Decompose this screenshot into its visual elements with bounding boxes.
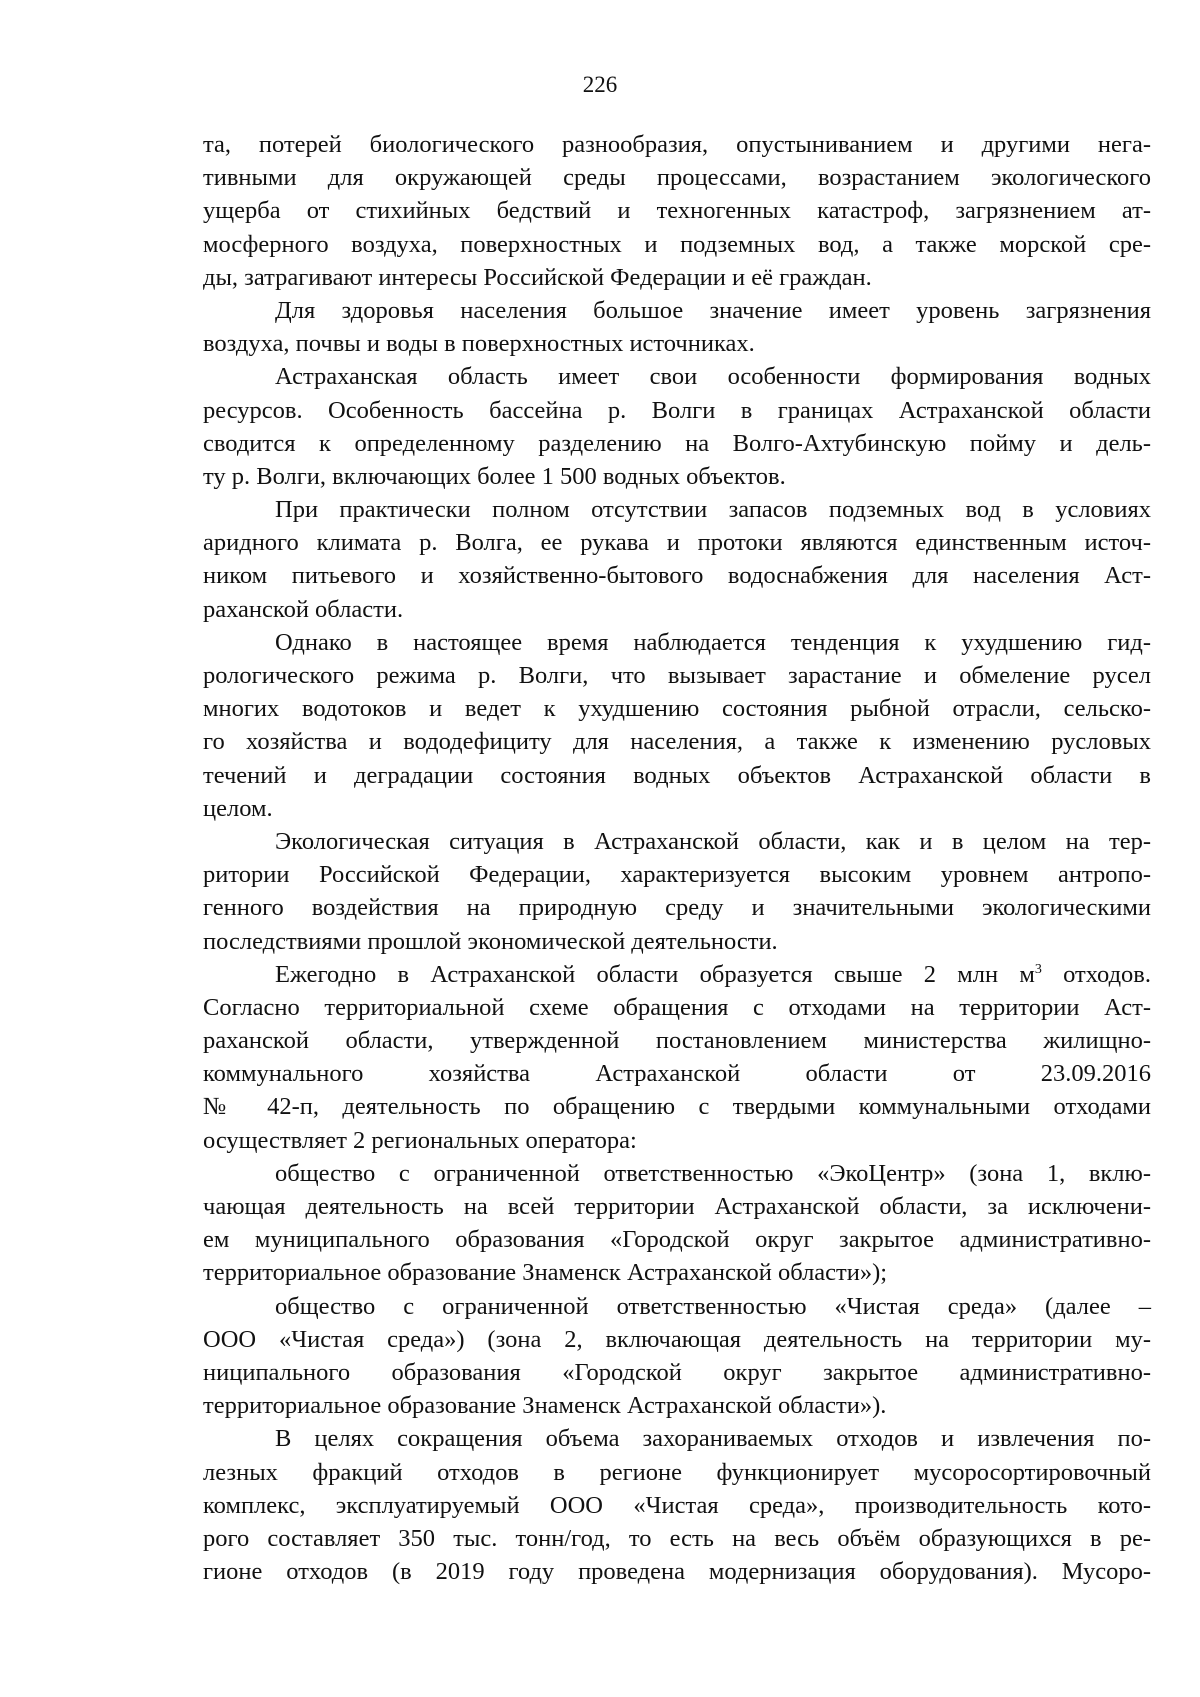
paragraph — [203, 958, 1151, 1157]
text-line: № 42-п, деятельность по обращению с твердыми коммунальными отходами — [203, 1093, 1151, 1121]
text-line: гионе отходов (в 2019 году проведена модернизация оборудования). Мусоро- — [203, 1558, 1151, 1586]
text-line: генного воздействия на природную среду и значительными экологическими — [203, 894, 1151, 922]
paragraph — [203, 626, 1151, 825]
paragraph — [203, 128, 1151, 294]
text-line: чающая деятельность на всей территории Астраханской области, за исключени- — [203, 1193, 1151, 1220]
text-line: При практически полном отсутствии запасов подземных вод в условиях — [275, 496, 1151, 524]
text-line: сводится к определенному разделению на Волго-Ахтубинскую пойму и дель- — [203, 429, 1151, 457]
text-line: последствиями прошлой экономической деятельности. — [203, 927, 778, 955]
text-line: Для здоровья населения большое значение имеет уровень загрязнения — [275, 296, 1151, 324]
text-line — [203, 958, 1151, 991]
text-line: мосферного воздуха, поверхностных и подземных вод, а также морской сре- — [203, 230, 1151, 258]
body-text — [203, 128, 1151, 1588]
text-line: ником питьевого и хозяйственно-бытового водоснабжения для населения Аст- — [203, 562, 1151, 590]
text-run: Ежегодно в Астраханской области образуется свыше 2 млн м — [275, 960, 1035, 988]
text-line: ООО «Чистая среда») (зона 2, включающая деятельность на территории му- — [203, 1325, 1151, 1353]
text-line: ем муниципального образования «Городской округ закрытое административно- — [203, 1226, 1151, 1254]
text-line: Астраханская область имеет свои особенности формирования водных — [275, 363, 1151, 391]
text-line: Согласно территориальной схеме обращения с отходами на территории Аст- — [203, 993, 1151, 1021]
text-line: территориальное образование Знаменск Астраханской области»). — [203, 1392, 887, 1420]
text-line: та, потерей биологического разнообразия, опустыниванием и другими нега- — [203, 131, 1151, 158]
text-line: Экологическая ситуация в Астраханской области, как и в целом на тер- — [275, 827, 1151, 855]
page-number: 226 — [582, 72, 618, 97]
superscript: 3 — [1034, 961, 1042, 977]
text-line: го хозяйства и вододефициту для населения, а также к изменению русловых — [203, 728, 1151, 756]
paragraph — [203, 1290, 1151, 1423]
text-line: лезных фракций отходов в регионе функционирует мусоросортировочный — [203, 1458, 1151, 1486]
text-line: В целях сокращения объема захораниваемых отходов и извлечения по- — [275, 1425, 1151, 1453]
text-line: рологического режима р. Волги, что вызывает зарастание и обмеление русел — [203, 662, 1151, 689]
paragraph — [203, 493, 1151, 626]
text-run: отходов. — [1041, 960, 1152, 988]
text-line: многих водотоков и ведет к ухудшению состояния рыбной отрасли, сельско- — [203, 695, 1151, 723]
text-line: Однако в настоящее время наблюдается тенденция к ухудшению гид- — [275, 628, 1151, 656]
text-line: осуществляет 2 региональных оператора: — [203, 1126, 637, 1154]
text-line: целом. — [203, 794, 273, 822]
text-line: аридного климата р. Волга, ее рукава и протоки являются единственным источ- — [203, 529, 1151, 557]
text-line: воздуха, почвы и воды в поверхностных источниках. — [203, 330, 755, 358]
text-line: течений и деградации состояния водных объектов Астраханской области в — [203, 761, 1151, 789]
text-line: раханской области, утвержденной постановлением министерства жилищно- — [203, 1027, 1151, 1055]
text-line: ритории Российской Федерации, характеризуется высоким уровнем антропо- — [203, 861, 1151, 889]
text-line: ущерба от стихийных бедствий и техногенных катастроф, загрязнением ат- — [203, 197, 1151, 225]
text-line: общество с ограниченной ответственностью «ЭкоЦентр» (зона 1, вклю- — [275, 1159, 1151, 1187]
text-line: раханской области. — [203, 595, 404, 623]
text-line: ту р. Волги, включающих более 1 500 водных объектов. — [203, 462, 786, 490]
text-line: общество с ограниченной ответственностью «Чистая среда» (далее – — [275, 1292, 1151, 1320]
paragraph — [203, 1157, 1151, 1290]
paragraph — [203, 825, 1151, 958]
text-line: комплекс, эксплуатируемый ООО «Чистая среда», производительность кото- — [203, 1491, 1151, 1519]
paragraph — [203, 1422, 1151, 1588]
text-line: коммунального хозяйства Астраханской области от 23.09.2016 — [203, 1060, 1151, 1088]
text-line: ниципального образования «Городской округ закрытое административно- — [203, 1358, 1151, 1386]
text-line: ды, затрагивают интересы Российской Федерации и её граждан. — [203, 263, 872, 291]
text-line: рого составляет 350 тыс. тонн/год, то есть на весь объём образующихся в ре- — [203, 1524, 1151, 1552]
text-line: ресурсов. Особенность бассейна р. Волги в границах Астраханской области — [203, 396, 1151, 424]
text-line: территориальное образование Знаменск Астраханской области»); — [203, 1259, 888, 1287]
paragraph — [203, 294, 1151, 360]
paragraph — [203, 360, 1151, 493]
text-line: тивными для окружающей среды процессами, возрастанием экологического — [203, 164, 1151, 192]
